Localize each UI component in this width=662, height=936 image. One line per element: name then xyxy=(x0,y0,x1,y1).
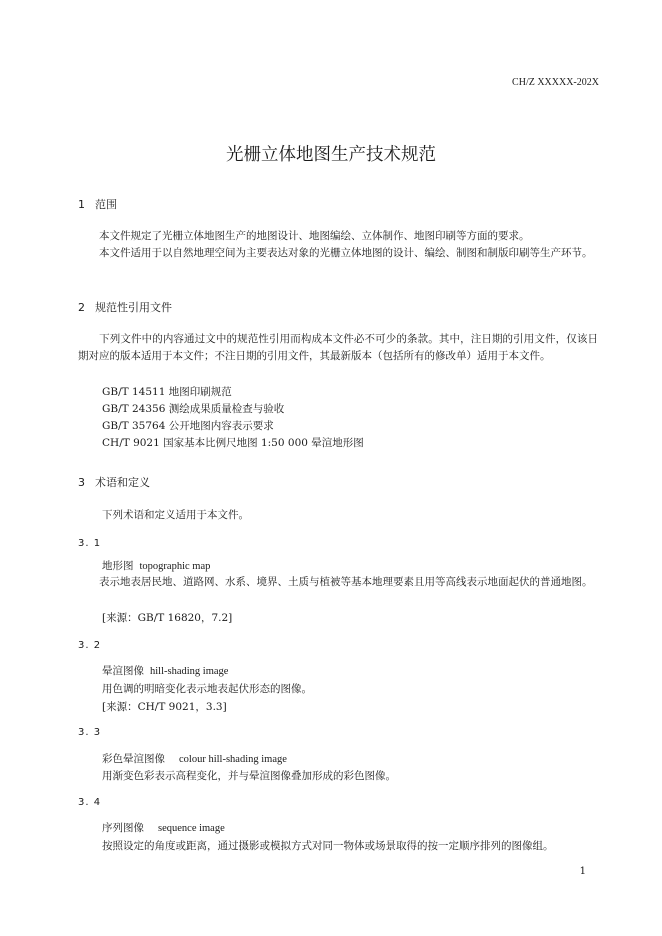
term-english: sequence image xyxy=(158,823,225,834)
section-1-paragraph-2 xyxy=(78,245,598,262)
term-heading xyxy=(102,558,210,573)
term-number: 3. 1 xyxy=(78,538,102,549)
term-number: 3. 4 xyxy=(78,797,102,808)
section-2-heading xyxy=(78,299,172,315)
section-1-heading xyxy=(78,196,117,212)
reference-item: GB/T 14511 地图印刷规范 xyxy=(102,386,232,398)
section-3-intro: 下列术语和定义适用于本文件。 xyxy=(102,509,249,521)
term-chinese: 序列图像 xyxy=(102,822,144,834)
term-heading xyxy=(102,663,228,678)
term-chinese: 地形图 xyxy=(102,560,134,572)
term-definition: 用渐变色彩表示高程变化，并与晕渲图像叠加形成的彩色图像。 xyxy=(102,770,396,782)
section-2-number: 2 xyxy=(78,301,85,314)
term-english: hill-shading image xyxy=(150,666,229,677)
section-3-number: 3 xyxy=(78,476,85,489)
section-1-p1-text: 本文件规定了光栅立体地图生产的地图设计、地图编绘、立体制作、地图印刷等方面的要求。 xyxy=(99,230,530,242)
term-source: [来源：GB/T 16820，7.2] xyxy=(102,612,233,624)
term-chinese: 彩色晕渲图像 xyxy=(102,753,165,765)
reference-item: CH/T 9021 国家基本比例尺地图 1:50 000 晕渲地形图 xyxy=(102,437,364,449)
term-english: topographic map xyxy=(139,561,211,572)
section-1-title: 范围 xyxy=(95,198,117,211)
term-definition: 用色调的明暗变化表示地表起伏形态的图像。 xyxy=(102,683,312,695)
term-number: 3. 2 xyxy=(78,640,102,651)
standard-code: CH/Z XXXXX-202X xyxy=(512,77,599,88)
section-3-title: 术语和定义 xyxy=(95,476,150,489)
term-chinese: 晕渲图像 xyxy=(102,665,144,677)
term-number: 3. 3 xyxy=(78,727,102,738)
section-2-paragraph-1 xyxy=(78,331,598,365)
term-definition-text: 表示地表居民地、道路网、水系、境界、土质与植被等基本地理要素且用等高线表示地面起伏的普通地图。 xyxy=(99,576,593,588)
section-3-heading xyxy=(78,474,150,490)
section-2-title: 规范性引用文件 xyxy=(95,301,172,314)
section-2-p1-text: 下列文件中的内容通过文中的规范性引用而构成本文件必不可少的条款。其中，注日期的引用文件，仅该日期对应的版本适用于本文件；不注日期的引用文件，其最新版本（包括所有的修改单）适用于本文件。 xyxy=(78,333,598,362)
term-definition: 按照设定的角度或距离，通过摄影或模拟方式对同一物体或场景取得的按一定顺序排列的图像组。 xyxy=(102,840,554,852)
page-number: 1 xyxy=(579,866,586,877)
section-1-p2-text: 本文件适用于以自然地理空间为主要表达对象的光栅立体地图的设计、编绘、制图和制版印刷等生产环节。 xyxy=(99,247,593,259)
section-1-number: 1 xyxy=(78,198,85,211)
term-english: colour hill-shading image xyxy=(179,754,287,765)
reference-item: GB/T 24356 测绘成果质量检查与验收 xyxy=(102,403,285,415)
term-heading xyxy=(102,820,225,835)
term-source: [来源：CH/T 9021，3.3] xyxy=(102,701,227,713)
document-title: 光栅立体地图生产技术规范 xyxy=(226,145,436,165)
reference-item: GB/T 35764 公开地图内容表示要求 xyxy=(102,420,274,432)
term-definition xyxy=(78,574,598,591)
section-1-paragraph-1 xyxy=(78,228,598,245)
term-heading xyxy=(102,751,287,766)
